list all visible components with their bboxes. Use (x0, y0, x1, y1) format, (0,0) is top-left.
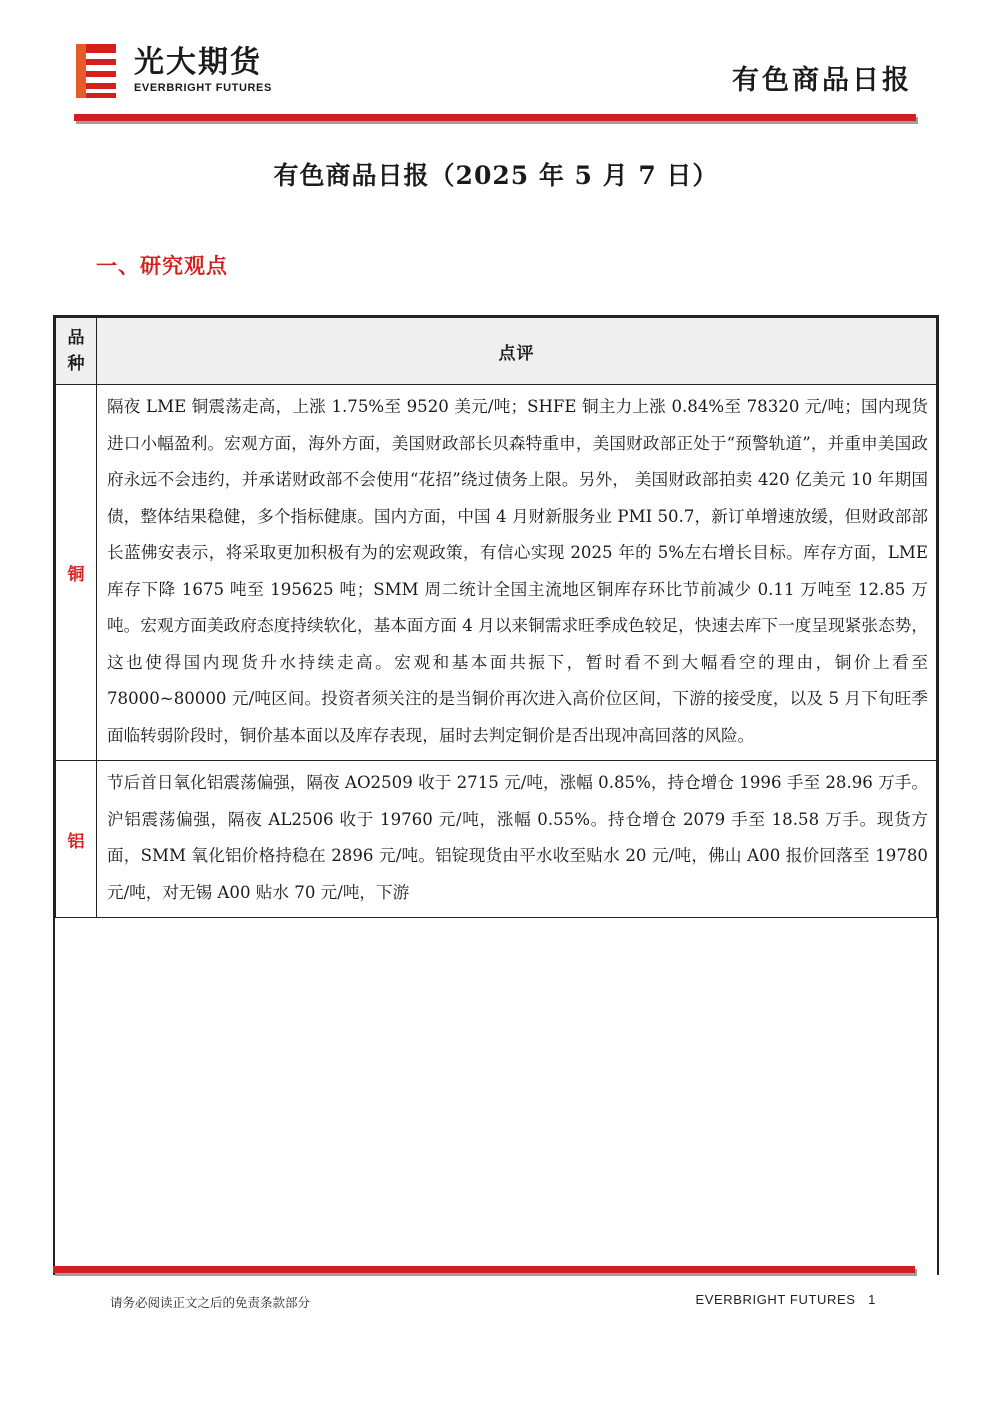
research-table-container (53, 315, 939, 1275)
table-row-aluminum (56, 761, 937, 918)
footer-company-page (695, 1292, 876, 1307)
category-cell: 铝 (56, 761, 97, 918)
logo-chinese-name: 光大期货 (134, 45, 262, 80)
company-logo (76, 44, 306, 100)
column-header-category-label: 品 种 (67, 328, 85, 374)
category-cell: 铜 (56, 385, 97, 761)
everbright-logo-icon (76, 44, 116, 98)
footer-divider (53, 1266, 915, 1273)
table-row-copper (56, 385, 937, 761)
column-header-category (56, 318, 97, 385)
comment-cell: 节后首日氧化铝震荡偏强，隔夜 AO2509 收于 2715 元/吨，涨幅 0.85%，持仓增仓 1996 手至 28.96 万手。沪铝震荡偏强，隔夜 AL2506 收于 19760 元/吨，涨幅 0.55%。持仓增仓 2079 手至 18.58 万手。现货方面，SMM 氧化铝价格持稳在 2896 元/吨。铝锭现货由平水收至贴水 20 元/吨，佛山 A00 报价回落至 19780 元/吨，对无锡 A00 贴水 70 元/吨，下游 (97, 761, 937, 918)
table-header-row (56, 318, 937, 385)
logo-english-name: EVERBRIGHT FUTURES (134, 82, 272, 94)
research-table (55, 317, 937, 918)
page-number: 1 (868, 1292, 876, 1307)
footer-disclaimer: 请务必阅读正文之后的免责条款部分 (110, 1295, 311, 1310)
report-name: 有色商品日报 (732, 65, 912, 96)
section-heading: 一、研究观点 (96, 253, 228, 278)
page-title: 有色商品日报（2025 年 5 月 7 日） (273, 161, 719, 190)
column-header-comment: 点评 (97, 318, 937, 385)
header-divider (74, 114, 916, 121)
comment-cell: 隔夜 LME 铜震荡走高，上涨 1.75%至 9520 美元/吨；SHFE 铜主力上涨 0.84%至 78320 元/吨；国内现货进口小幅盈利。宏观方面，海外方面，美国财政部长贝森特重申，美国财政部正处于“预警轨道”，并重申美国政府永远不会违约，并承诺财政部不会使用“花招”绕过债务上限。另外， 美国财政部拍卖 420 亿美元 10 年期国债，整体结果稳健，多个指标健康。国内方面，中国 4 月财新服务业 PMI 50.7，新订单增速放缓，但财政部部长蓝佛安表示，将采取更加积极有为的宏观政策，有信心实现 2025 年的 5%左右增长目标。库存方面，LME 库存下降 1675 吨至 195625 吨；SMM 周二统计全国主流地区铜库存环比节前减少 0.11 万吨至 12.85 万吨。宏观方面美政府态度持续软化，基本面方面 4 月以来铜需求旺季成色较足，快速去库下一度呈现紧张态势，这也使得国内现货升水持续走高。宏观和基本面共振下，暂时看不到大幅看空的理由，铜价上看至 78000~80000 元/吨区间。投资者须关注的是当铜价再次进入高价位区间，下游的接受度，以及 5 月下旬旺季面临转弱阶段时，铜价基本面以及库存表现，届时去判定铜价是否出现冲高回落的风险。 (97, 385, 937, 761)
footer-company: EVERBRIGHT FUTURES (695, 1292, 856, 1307)
